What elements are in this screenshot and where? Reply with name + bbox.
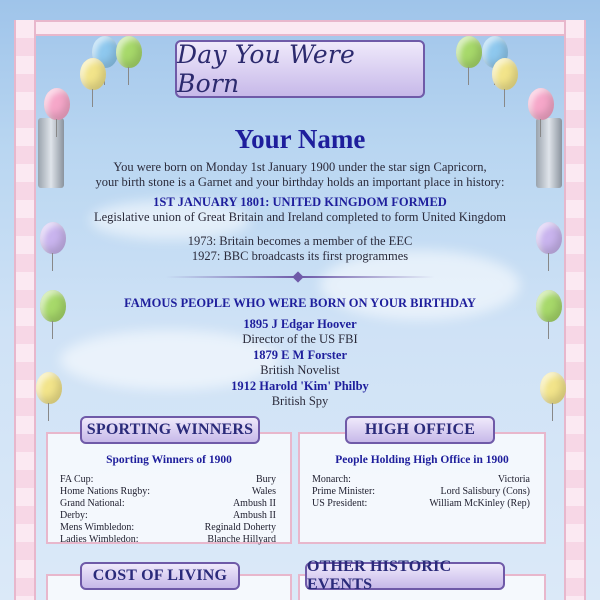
page-title: Day You Were Born: [175, 40, 425, 98]
famous-person: [60, 348, 540, 378]
sporting-winners-ribbon: SPORTING WINNERS: [80, 416, 260, 444]
famous-person-role: British Spy: [271, 394, 329, 408]
sporting-label: FA Cup:: [60, 474, 94, 485]
high-office-value: Lord Salisbury (Cons): [440, 486, 530, 497]
recipient-name: Your Name: [234, 124, 366, 154]
other-events-list: [60, 234, 540, 264]
sporting-value: Ambush II: [232, 510, 276, 521]
famous-person: [60, 317, 540, 347]
sporting-value: Blanche Hillyard: [207, 534, 276, 545]
high-office-title: People Holding High Office in 1900: [335, 454, 509, 466]
sporting-label: Grand National:: [60, 498, 125, 509]
sporting-label: Mens Wimbledon:: [60, 522, 135, 533]
balloon-icon: [116, 36, 142, 68]
balloon-icon: [456, 36, 482, 68]
other-historic-events-ribbon: OTHER HISTORIC EVENTS: [305, 562, 505, 590]
sporting-value: Bury: [256, 474, 276, 485]
high-office-panel: [298, 432, 546, 544]
cost-of-living-ribbon: COST OF LIVING: [80, 562, 240, 590]
famous-person-name: 1912 Harold 'Kim' Philby: [231, 379, 369, 393]
high-office-label: US President:: [312, 498, 368, 509]
high-office-row: [312, 498, 530, 510]
left-border: [14, 20, 36, 600]
sporting-value: Ambush II: [232, 498, 276, 509]
right-border: [564, 20, 586, 600]
sporting-label: Home Nations Rugby:: [60, 486, 150, 497]
birth-summary-line: your birth stone is a Garnet and your birthday holds an important place in history:: [95, 175, 505, 189]
other-event-item: 1973: Britain becomes a member of the EEC: [187, 234, 413, 248]
famous-people-heading: FAMOUS PEOPLE WHO WERE BORN ON YOUR BIRTHDAY: [124, 296, 476, 310]
famous-person-role: British Novelist: [260, 363, 340, 377]
sporting-row: [60, 498, 276, 510]
high-office-row: [312, 474, 530, 486]
other-event-item: 1927: BBC broadcasts its first programmes: [191, 249, 409, 263]
main-event-description: Legislative union of Great Britain and Ireland completed to form United Kingdom: [93, 210, 507, 224]
balloon-icon: [540, 372, 566, 404]
famous-person-name: 1895 J Edgar Hoover: [243, 317, 357, 331]
balloon-icon: [80, 58, 106, 90]
balloon-icon: [528, 88, 554, 120]
top-border: [14, 20, 586, 36]
sporting-row: [60, 534, 276, 546]
sporting-winners-panel: [46, 432, 292, 544]
balloon-icon: [492, 58, 518, 90]
birth-summary: [60, 160, 540, 190]
sporting-value: Wales: [251, 486, 276, 497]
balloon-icon: [36, 372, 62, 404]
balloon-icon: [44, 88, 70, 120]
main-event-title: 1ST JANUARY 1801: UNITED KINGDOM FORMED: [153, 195, 447, 209]
sporting-row: [60, 486, 276, 498]
sporting-winners-title: Sporting Winners of 1900: [106, 454, 232, 466]
famous-person-role: Director of the US FBI: [242, 332, 358, 346]
sporting-label: Derby:: [60, 510, 88, 521]
high-office-label: Prime Minister:: [312, 486, 376, 497]
sporting-label: Ladies Wimbledon:: [60, 534, 139, 545]
sporting-row: [60, 474, 276, 486]
birth-summary-line: You were born on Monday 1st January 1900 under the star sign Capricorn,: [113, 160, 487, 174]
high-office-row: [312, 486, 530, 498]
ornamental-divider: [165, 276, 435, 278]
sporting-value: Reginald Doherty: [204, 522, 276, 533]
famous-person-name: 1879 E M Forster: [252, 348, 348, 362]
sporting-row: [60, 510, 276, 522]
sporting-row: [60, 522, 276, 534]
famous-person: [60, 379, 540, 409]
high-office-value: Victoria: [497, 474, 530, 485]
high-office-ribbon: HIGH OFFICE: [345, 416, 495, 444]
high-office-label: Monarch:: [312, 474, 351, 485]
high-office-value: William McKinley (Rep): [429, 498, 530, 509]
